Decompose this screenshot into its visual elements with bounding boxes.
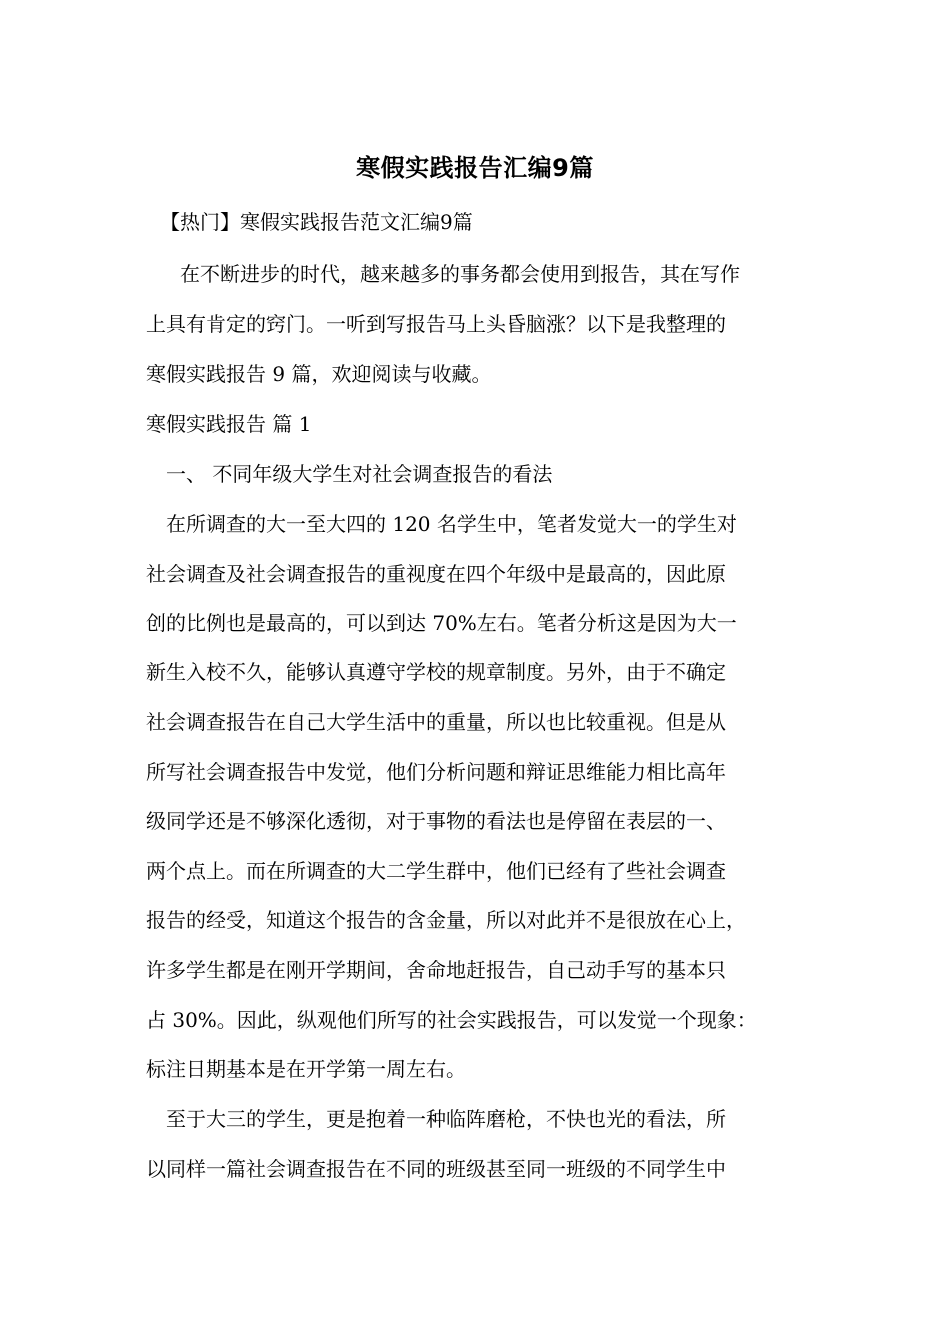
- paragraph-line: 许多学生都是在刚开学期间，舍命地赶报告，自己动手写的基本只: [146, 958, 726, 982]
- document-title: 寒假实践报告汇编9篇: [356, 154, 594, 182]
- paragraph-line: 两个点上。而在所调查的大二学生群中，他们已经有了些社会调查: [146, 859, 726, 883]
- paragraph-line: 报告的经受，知道这个报告的含金量，所以对此并不是很放在心上，: [146, 908, 746, 932]
- intro-line: 上具有肯定的窍门。一听到写报告马上头昏脑涨？以下是我整理的: [146, 312, 726, 336]
- intro-line: 寒假实践报告 9 篇，欢迎阅读与收藏。: [146, 362, 492, 386]
- paragraph-line: 社会调查及社会调查报告的重视度在四个年级中是最高的，因此原: [146, 562, 726, 586]
- paragraph-line: 级同学还是不够深化透彻，对于事物的看法也是停留在表层的一、: [146, 809, 726, 833]
- section-heading: 寒假实践报告 篇 1: [146, 412, 312, 436]
- paragraph-line: 创的比例也是最高的，可以到达 70%左右。笔者分析这是因为大一: [146, 611, 737, 635]
- subsection-heading: 一、 不同年级大学生对社会调查报告的看法: [166, 462, 553, 486]
- paragraph-line: 标注日期基本是在开学第一周左右。: [146, 1057, 466, 1081]
- paragraph-line: 新生入校不久，能够认真遵守学校的规章制度。另外，由于不确定: [146, 660, 726, 684]
- paragraph-line: 以同样一篇社会调查报告在不同的班级甚至同一班级的不同学生中: [146, 1157, 726, 1181]
- document-subtitle: 【热门】寒假实践报告范文汇编9篇: [160, 210, 473, 234]
- paragraph-line: 在所调查的大一至大四的 120 名学生中，笔者发觉大一的学生对: [166, 512, 737, 536]
- intro-line: 在不断进步的时代，越来越多的事务都会使用到报告，其在写作: [180, 262, 740, 286]
- paragraph-line: 社会调查报告在自己大学生活中的重量，所以也比较重视。但是从: [146, 710, 726, 734]
- paragraph-line: 至于大三的学生，更是抱着一种临阵磨枪，不快也光的看法，所: [166, 1107, 726, 1131]
- paragraph-line: 所写社会调查报告中发觉，他们分析问题和辩证思维能力相比高年: [146, 760, 726, 784]
- paragraph-line: 占 30%。因此，纵观他们所写的社会实践报告，可以发觉一个现象：: [146, 1008, 757, 1032]
